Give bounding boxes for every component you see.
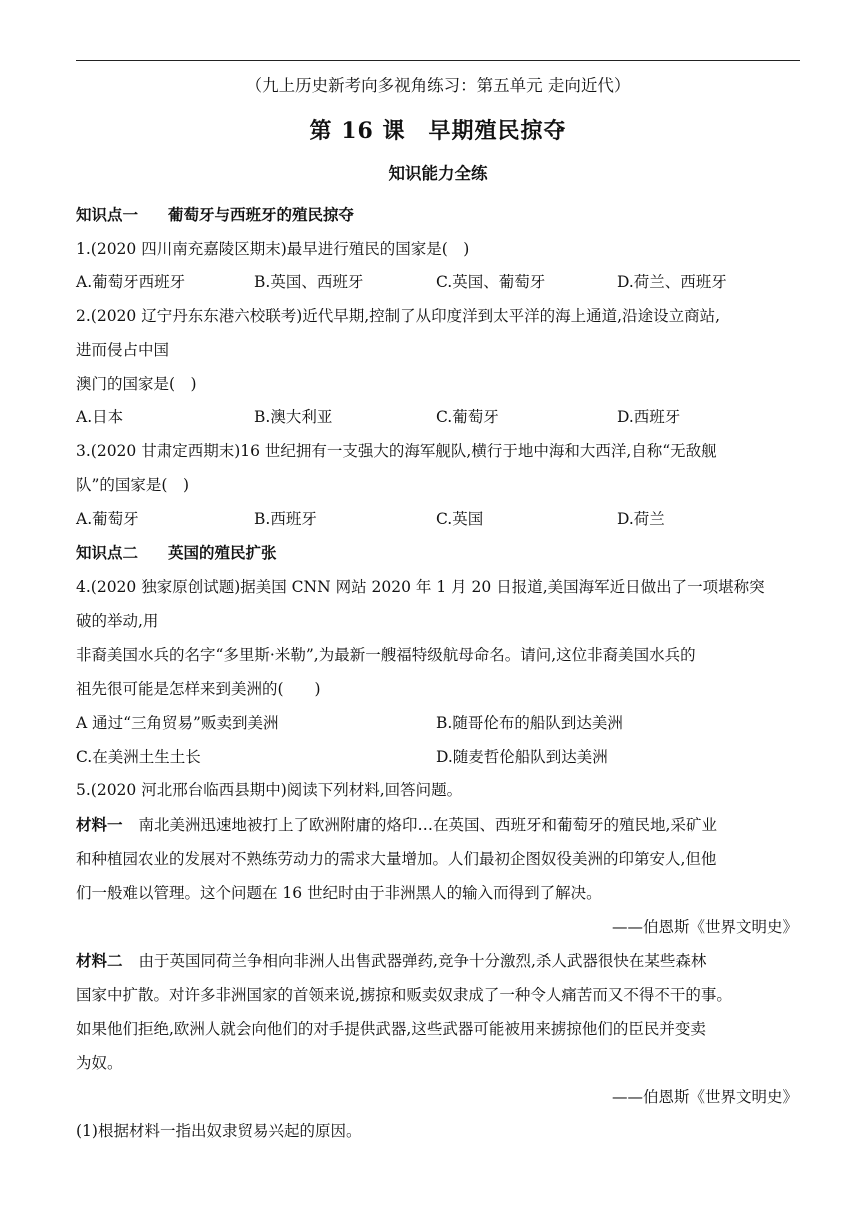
q4-option-c[interactable]: C.在美洲土生土长 [76, 748, 201, 766]
material-1-text: 南北美洲迅速地被打上了欧洲附庸的烙印…在英国、西班牙和葡萄牙的殖民地,采矿业 [138, 816, 717, 834]
knowledge-point-text: 英国的殖民扩张 [168, 543, 277, 562]
question-4-line-1: 4.(2020 独家原创试题)据美国 CNN 网站 2020 年 1 月 20 日报道,美国海军近日做出了一项堪称突 [76, 578, 765, 596]
question-2-line-1: 2.(2020 辽宁丹东东港六校联考)近代早期,控制了从印度洋到太平洋的海上通道,沿途设立商站, [76, 307, 721, 325]
material-1-line-3: 们一般难以管理。这个问题在 16 世纪时由于非洲黑人的输入而得到了解决。 [76, 884, 602, 902]
q1-option-c[interactable]: C.英国、葡萄牙 [436, 273, 546, 291]
q3-option-c[interactable]: C.英国 [436, 510, 484, 528]
q1-option-b[interactable]: B.英国、西班牙 [254, 273, 364, 291]
q2-option-d[interactable]: D.西班牙 [617, 408, 681, 426]
knowledge-point-2 [76, 543, 816, 563]
material-1-source: ——伯恩斯《世界文明史》 [611, 918, 798, 936]
material-2-line-4: 为奴。 [76, 1054, 123, 1072]
q4-option-d[interactable]: D.随麦哲伦船队到达美洲 [436, 748, 608, 766]
question-5-sub-1: (1)根据材料一指出奴隶贸易兴起的原因。 [76, 1122, 362, 1140]
knowledge-point-label: 知识点二 [76, 543, 139, 562]
material-2-line-1 [76, 951, 816, 971]
question-2-line-3: 澳门的国家是( ) [76, 375, 197, 393]
q3-option-d[interactable]: D.荷兰 [617, 510, 665, 528]
material-2-text: 由于英国同荷兰争相向非洲人出售武器弹药,竞争十分激烈,杀人武器很快在某些森林 [138, 952, 707, 970]
question-3-line-1: 3.(2020 甘肃定西期末)16 世纪拥有一支强大的海军舰队,横行于地中海和大西洋,自称“无敌舰 [76, 442, 717, 460]
material-2-label: 材料二 [76, 951, 123, 970]
question-5-stem: 5.(2020 河北邢台临西县期中)阅读下列材料,回答问题。 [76, 781, 463, 799]
q2-option-b[interactable]: B.澳大利亚 [254, 408, 333, 426]
q4-option-b[interactable]: B.随哥伦布的船队到达美洲 [436, 714, 623, 732]
page-title: 第 16 课 早期殖民掠夺 [309, 118, 567, 144]
material-2-line-3: 如果他们拒绝,欧洲人就会向他们的对手提供武器,这些武器可能被用来掳掠他们的臣民并变卖 [76, 1020, 706, 1038]
top-rule [76, 60, 800, 61]
q3-option-b[interactable]: B.西班牙 [254, 510, 317, 528]
q2-option-a[interactable]: A.日本 [76, 408, 124, 426]
q3-option-a[interactable]: A.葡萄牙 [76, 510, 139, 528]
question-4-line-2: 破的举动,用 [76, 612, 159, 630]
q1-option-a[interactable]: A.葡萄牙西班牙 [76, 273, 186, 291]
question-4-line-3: 非裔美国水兵的名字“多里斯·米勒”,为最新一艘福特级航母命名。请问,这位非裔美国水兵的 [76, 646, 696, 664]
page-header: （九上历史新考向多视角练习：第五单元 走向近代） [245, 76, 631, 95]
q4-option-a[interactable]: A 通过“三角贸易”贩卖到美洲 [76, 714, 279, 732]
material-2-line-2: 国家中扩散。对许多非洲国家的首领来说,掳掠和贩卖奴隶成了一种令人痛苦而又不得不干的事。 [76, 986, 732, 1004]
material-1-line-1 [76, 815, 816, 835]
material-1-label: 材料一 [76, 815, 123, 834]
q1-option-d[interactable]: D.荷兰、西班牙 [617, 273, 727, 291]
question-2-line-2: 进而侵占中国 [76, 341, 170, 359]
q2-option-c[interactable]: C.葡萄牙 [436, 408, 499, 426]
material-1-line-2: 和种植园农业的发展对不熟练劳动力的需求大量增加。人们最初企图奴役美洲的印第安人,但他 [76, 850, 717, 868]
section-subtitle: 知识能力全练 [388, 164, 488, 183]
question-3-line-2: 队”的国家是( ) [76, 476, 190, 494]
question-4-line-4: 祖先很可能是怎样来到美洲的( ) [76, 680, 321, 698]
knowledge-point-text: 葡萄牙与西班牙的殖民掠夺 [168, 205, 355, 224]
knowledge-point-label: 知识点一 [76, 205, 139, 224]
question-1-stem: 1.(2020 四川南充嘉陵区期末)最早进行殖民的国家是( ) [76, 240, 470, 258]
knowledge-point-1 [76, 205, 816, 225]
material-2-source: ——伯恩斯《世界文明史》 [611, 1088, 798, 1106]
